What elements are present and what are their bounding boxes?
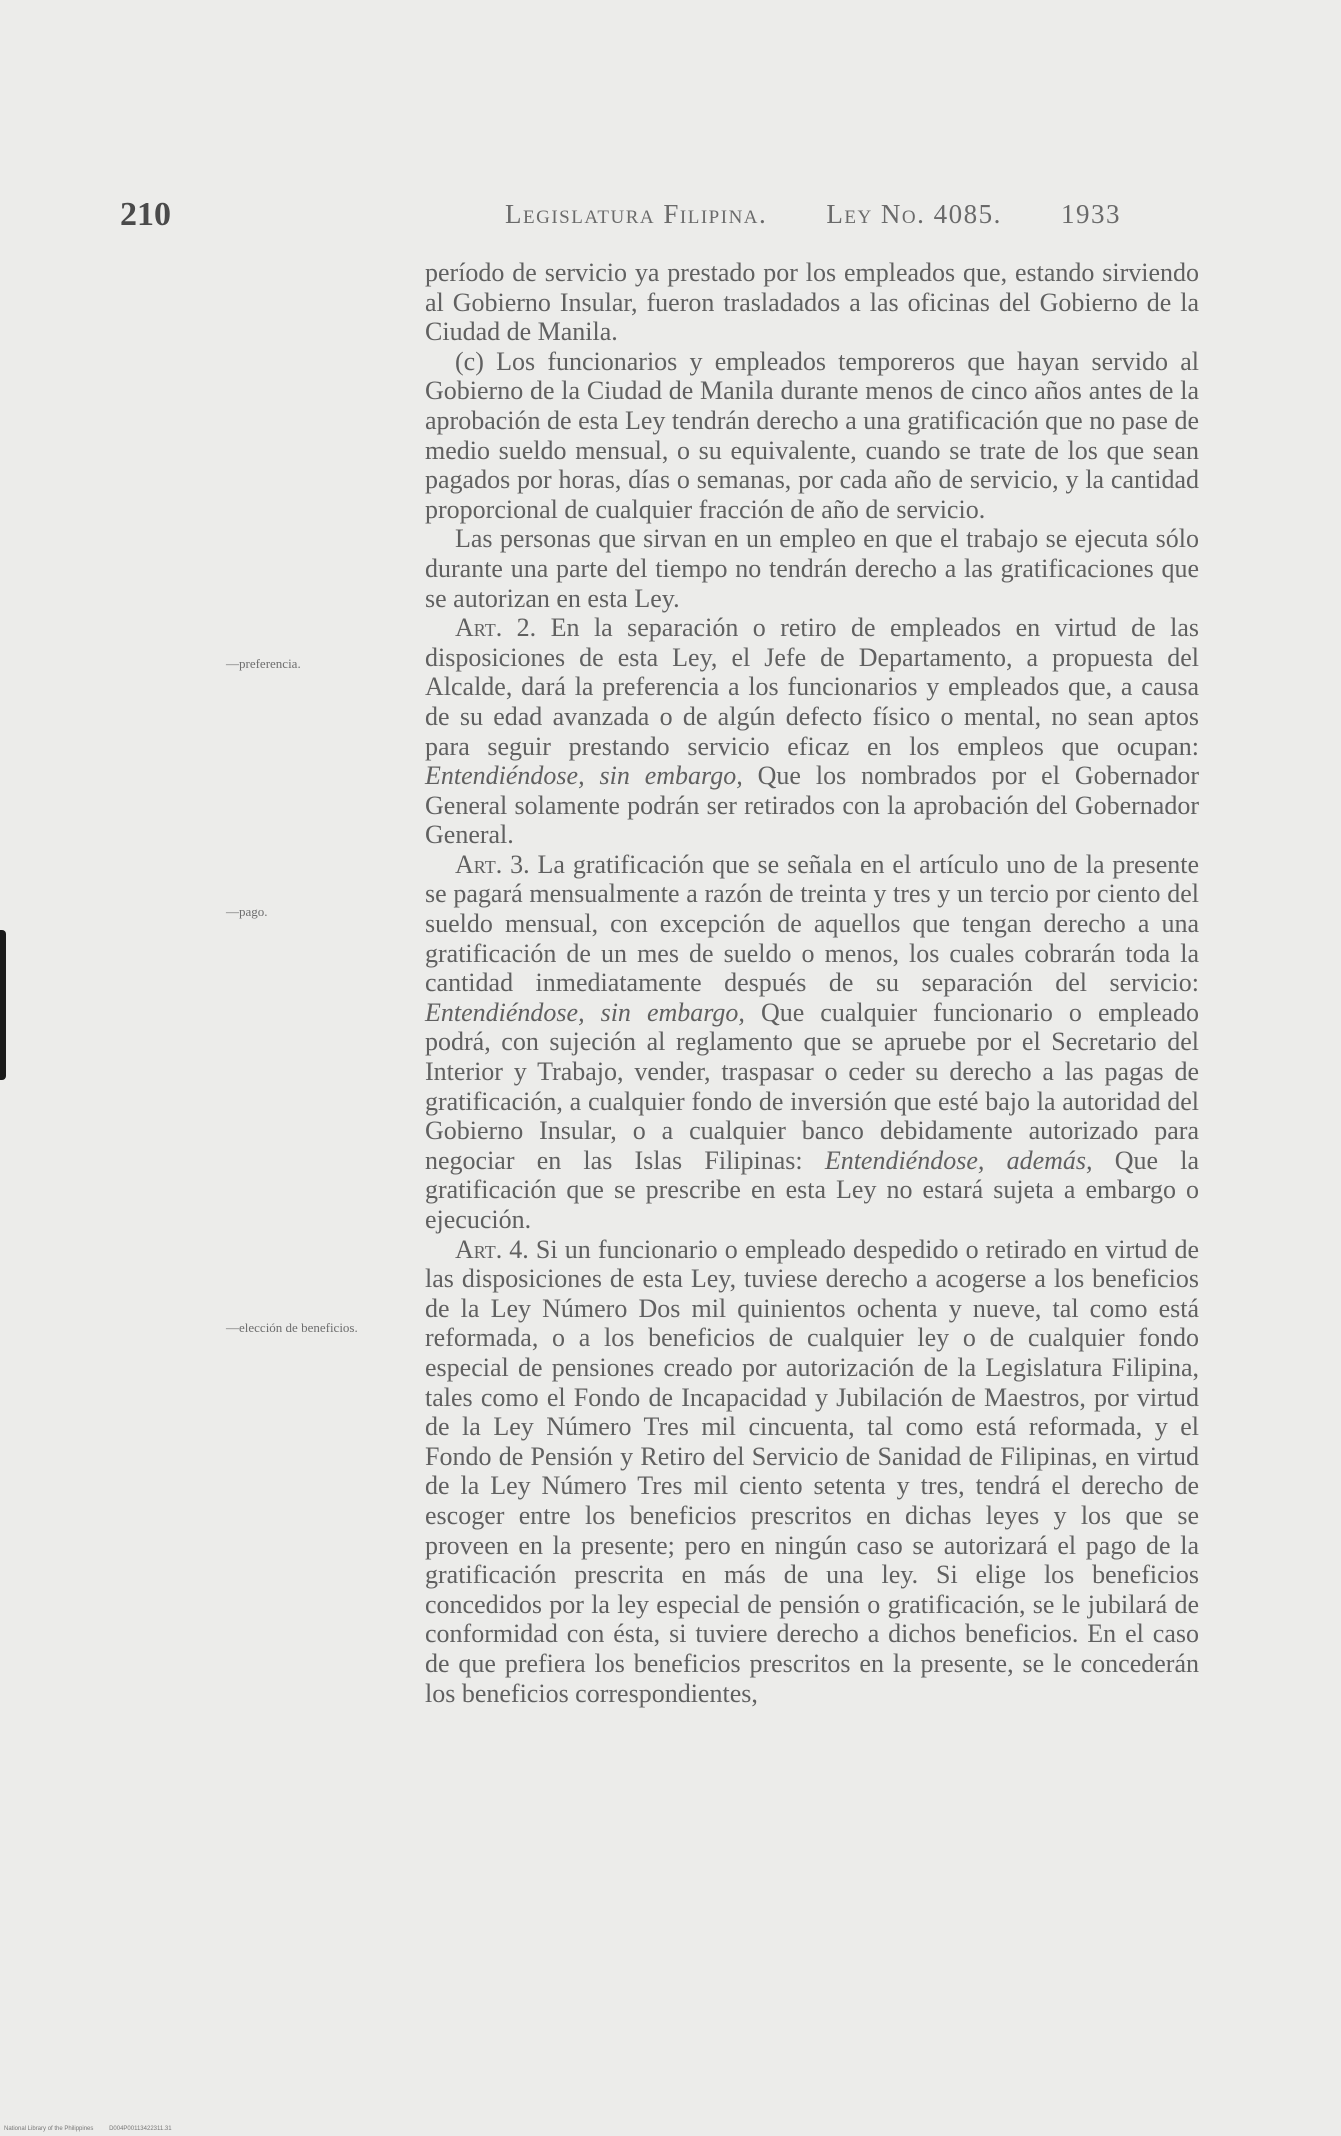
article-2-proviso: Entendiéndose, sin embargo, [425, 761, 743, 791]
article-4-text: Si un funcionario o empleado despedido o retirado en virtud de las disposiciones de esta Ley, tuviese derecho a acogerse a los beneficios de la Ley Número Dos mil quinientos ochenta y nueve, tal como está reformada, o a los beneficios de cualquier ley o de cualquier fondo especial de pensiones creado por autorización de la Legislatura Filipina, tales como el Fondo de Incapacidad y Jubilación de Maestros, por virtud de la Ley Número Tres mil cincuenta, tal como está reformada, y el Fondo de Pensión y Retiro del Servicio de Sanidad de Filipinas, en virtud de la Ley Número Tres mil ciento setenta y tres, tendrá el derecho de escoger entre los beneficios prescritos en dichas leyes y los que se proveen en la presente; pero en ningún caso se autorizará el pago de la gratificación prescrita en más de una ley. Si elige los beneficios concedidos por la ley especial de pensión o gratificación, se le jubilará de conformidad con ésta, si tuviere derecho a dichos beneficios. En el caso de que prefiera los beneficios prescritos en la presente, se le concederán los beneficios correspondientes, [425, 1234, 1200, 1708]
footer-library: National Library of the Philippines [4, 2126, 94, 2132]
paragraph-part-time: Las personas que sirvan en un empleo en que el trabajo se ejecuta sólo durante una parte del tiempo no tendrán derecho a las gratificaciones que se autorizan en esta Ley. [425, 524, 1199, 613]
article-3-text-b: Que cualquier funcionario o empleado podrá, con sujeción al reglamento que se apruebe por el Secretario del Interior y Trabajo, vender, traspasar o ceder su derecho a las pagas de gratificación, a cualquier fondo de inversión que esté bajo la autoridad del Gobierno Insular, o a cualquier banco debidamente autorizado para negociar en las Islas Filipinas: [425, 997, 1200, 1175]
article-4-label: Art. 4. [455, 1234, 529, 1264]
article-3-text-a: La gratificación que se señala en el artículo uno de la presente se pagará mensualmente a razón de treinta y tres y un tercio por ciento del sueldo mensual, con excepción de aquellos que tengan derecho a una gratificación de un mes de sueldo o menos, los cuales cobrarán toda la cantidad inmediatamente después de su separación del servicio: [425, 849, 1200, 998]
article-4 [425, 1235, 1199, 1709]
paragraph-continuation: período de servicio ya prestado por los empleados que, estando sirviendo al Gobierno Insular, fueron trasladados a las oficinas del Gobierno de la Ciudad de Manila. [425, 258, 1199, 347]
footer-code: D004P00113422311.31 [109, 2126, 172, 2132]
margin-note-preferencia: —preferencia. [226, 656, 301, 671]
margin-note-pago: —pago. [226, 904, 268, 919]
year: 1933 [1060, 199, 1121, 229]
article-3-text-c: Que la gratificación que se prescribe en esta Ley no estará sujeta a embargo o ejecución. [425, 1145, 1199, 1234]
body-text [425, 258, 1199, 1708]
paragraph-c: (c) Los funcionarios y empleados temporeros que hayan servido al Gobierno de la Ciudad de Manila durante menos de cinco años antes de la aprobación de esta Ley tendrán derecho a una gratificación que no pase de medio sueldo mensual, o su equivalente, cuando se trate de los que sean pagados por horas, días o semanas, por cada año de servicio, y la cantidad proporcional de cualquier fracción de año de servicio. [425, 346, 1199, 524]
article-2-text-a: En la separación o retiro de empleados en virtud de las disposiciones de esta Ley, el Jefe de Departamento, a propuesta del Alcalde, dará la preferencia a los funcionarios y empleados que, a causa de su edad avanzada o de algún defecto físico o mental, no sean aptos para seguir prestando servicio eficaz en los empleos que ocupan: [425, 613, 1200, 761]
law-number: Ley No. 4085. [826, 199, 1002, 229]
scan-footer [4, 2126, 186, 2132]
running-head [505, 199, 1121, 230]
scan-edge-shadow [0, 930, 6, 1080]
article-3-proviso-2: Entendiéndose, además, [824, 1145, 1093, 1175]
article-3 [425, 850, 1199, 1235]
article-3-label: Art. 3. [455, 849, 530, 879]
article-2-label: Art. 2. [455, 613, 537, 643]
running-title: Legislatura Filipina. [505, 199, 768, 229]
page-number: 210 [120, 196, 171, 233]
article-2 [425, 613, 1199, 850]
article-3-proviso-1: Entendiéndose, sin embargo, [425, 997, 745, 1027]
article-2-text-b: Que los nombrados por el Gobernador General solamente podrán ser retirados con la aprobación del Gobernador General. [425, 761, 1200, 850]
margin-note-eleccion: —elección de beneficios. [226, 1320, 358, 1335]
